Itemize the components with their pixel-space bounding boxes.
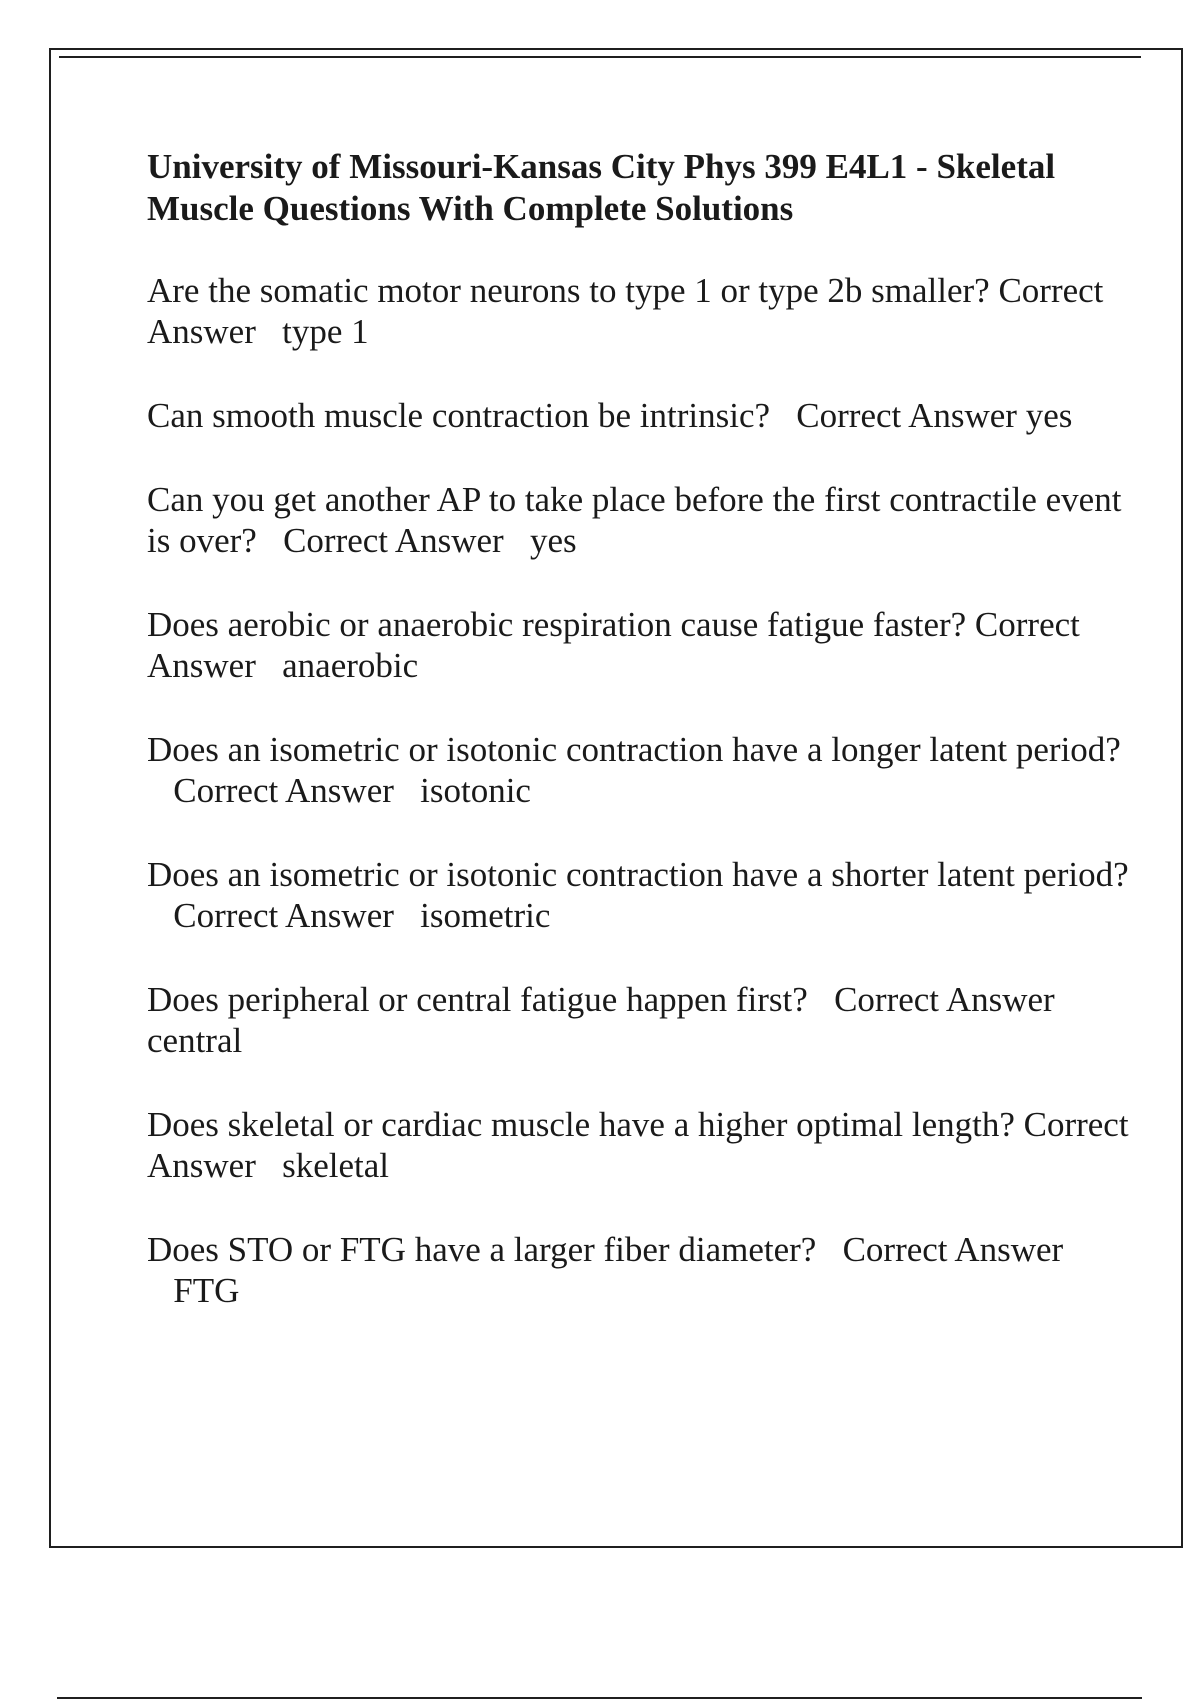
question-text: Does skeletal or cardiac muscle have a higher optimal length?	[147, 1105, 1015, 1144]
answer-label: Correct Answer	[147, 1105, 1129, 1185]
question-text: Can smooth muscle contraction be intrinsic?	[147, 396, 771, 435]
qa-item	[147, 729, 1147, 811]
qa-item	[147, 604, 1147, 686]
answer-label: Correct Answer	[796, 396, 1017, 435]
answer-text: FTG	[173, 1271, 240, 1310]
answer-label: Correct Answer	[842, 1230, 1064, 1269]
document-title: University of Missouri-Kansas City Phys 399 E4L1 - Skeletal Muscle Questions With Complete Solutions	[147, 147, 1056, 228]
question-text: Does an isometric or isotonic contraction have a longer latent period?	[147, 730, 1121, 769]
qa-item	[147, 979, 1147, 1061]
document-body	[147, 146, 1147, 1354]
qa-item	[147, 270, 1147, 352]
answer-text: type 1	[282, 312, 369, 351]
question-text: Does STO or FTG have a larger fiber diameter?	[147, 1230, 817, 1269]
answer-text: anaerobic	[282, 646, 419, 685]
answer-text: yes	[529, 521, 577, 560]
qa-item	[147, 854, 1147, 936]
bottom-rule	[57, 1697, 1142, 1699]
answer-label: Correct Answer	[147, 605, 1080, 685]
qa-item	[147, 479, 1147, 561]
answer-text: isometric	[420, 896, 551, 935]
answer-text: central	[147, 1021, 243, 1060]
answer-text: yes	[1025, 396, 1073, 435]
question-text: Does aerobic or anaerobic respiration cause fatigue faster?	[147, 605, 967, 644]
top-rule	[59, 56, 1141, 58]
answer-text: skeletal	[282, 1146, 390, 1185]
answer-label: Correct Answer	[147, 271, 1104, 351]
qa-item	[147, 1104, 1147, 1186]
answer-label: Correct Answer	[283, 521, 504, 560]
question-text: Can you get another AP to take place before the first contractile event is over?	[147, 480, 1122, 560]
qa-item	[147, 1229, 1147, 1311]
answer-label: Correct Answer	[173, 896, 394, 935]
answer-text: isotonic	[420, 771, 531, 810]
qa-item	[147, 395, 1147, 436]
answer-label: Correct Answer	[173, 771, 394, 810]
question-text: Does an isometric or isotonic contraction have a shorter latent period?	[147, 855, 1129, 894]
page-frame	[49, 48, 1183, 1548]
question-text: Does peripheral or central fatigue happen first?	[147, 980, 808, 1019]
question-text: Are the somatic motor neurons to type 1 or type 2b smaller?	[147, 271, 990, 310]
answer-label: Correct Answer	[834, 980, 1055, 1019]
